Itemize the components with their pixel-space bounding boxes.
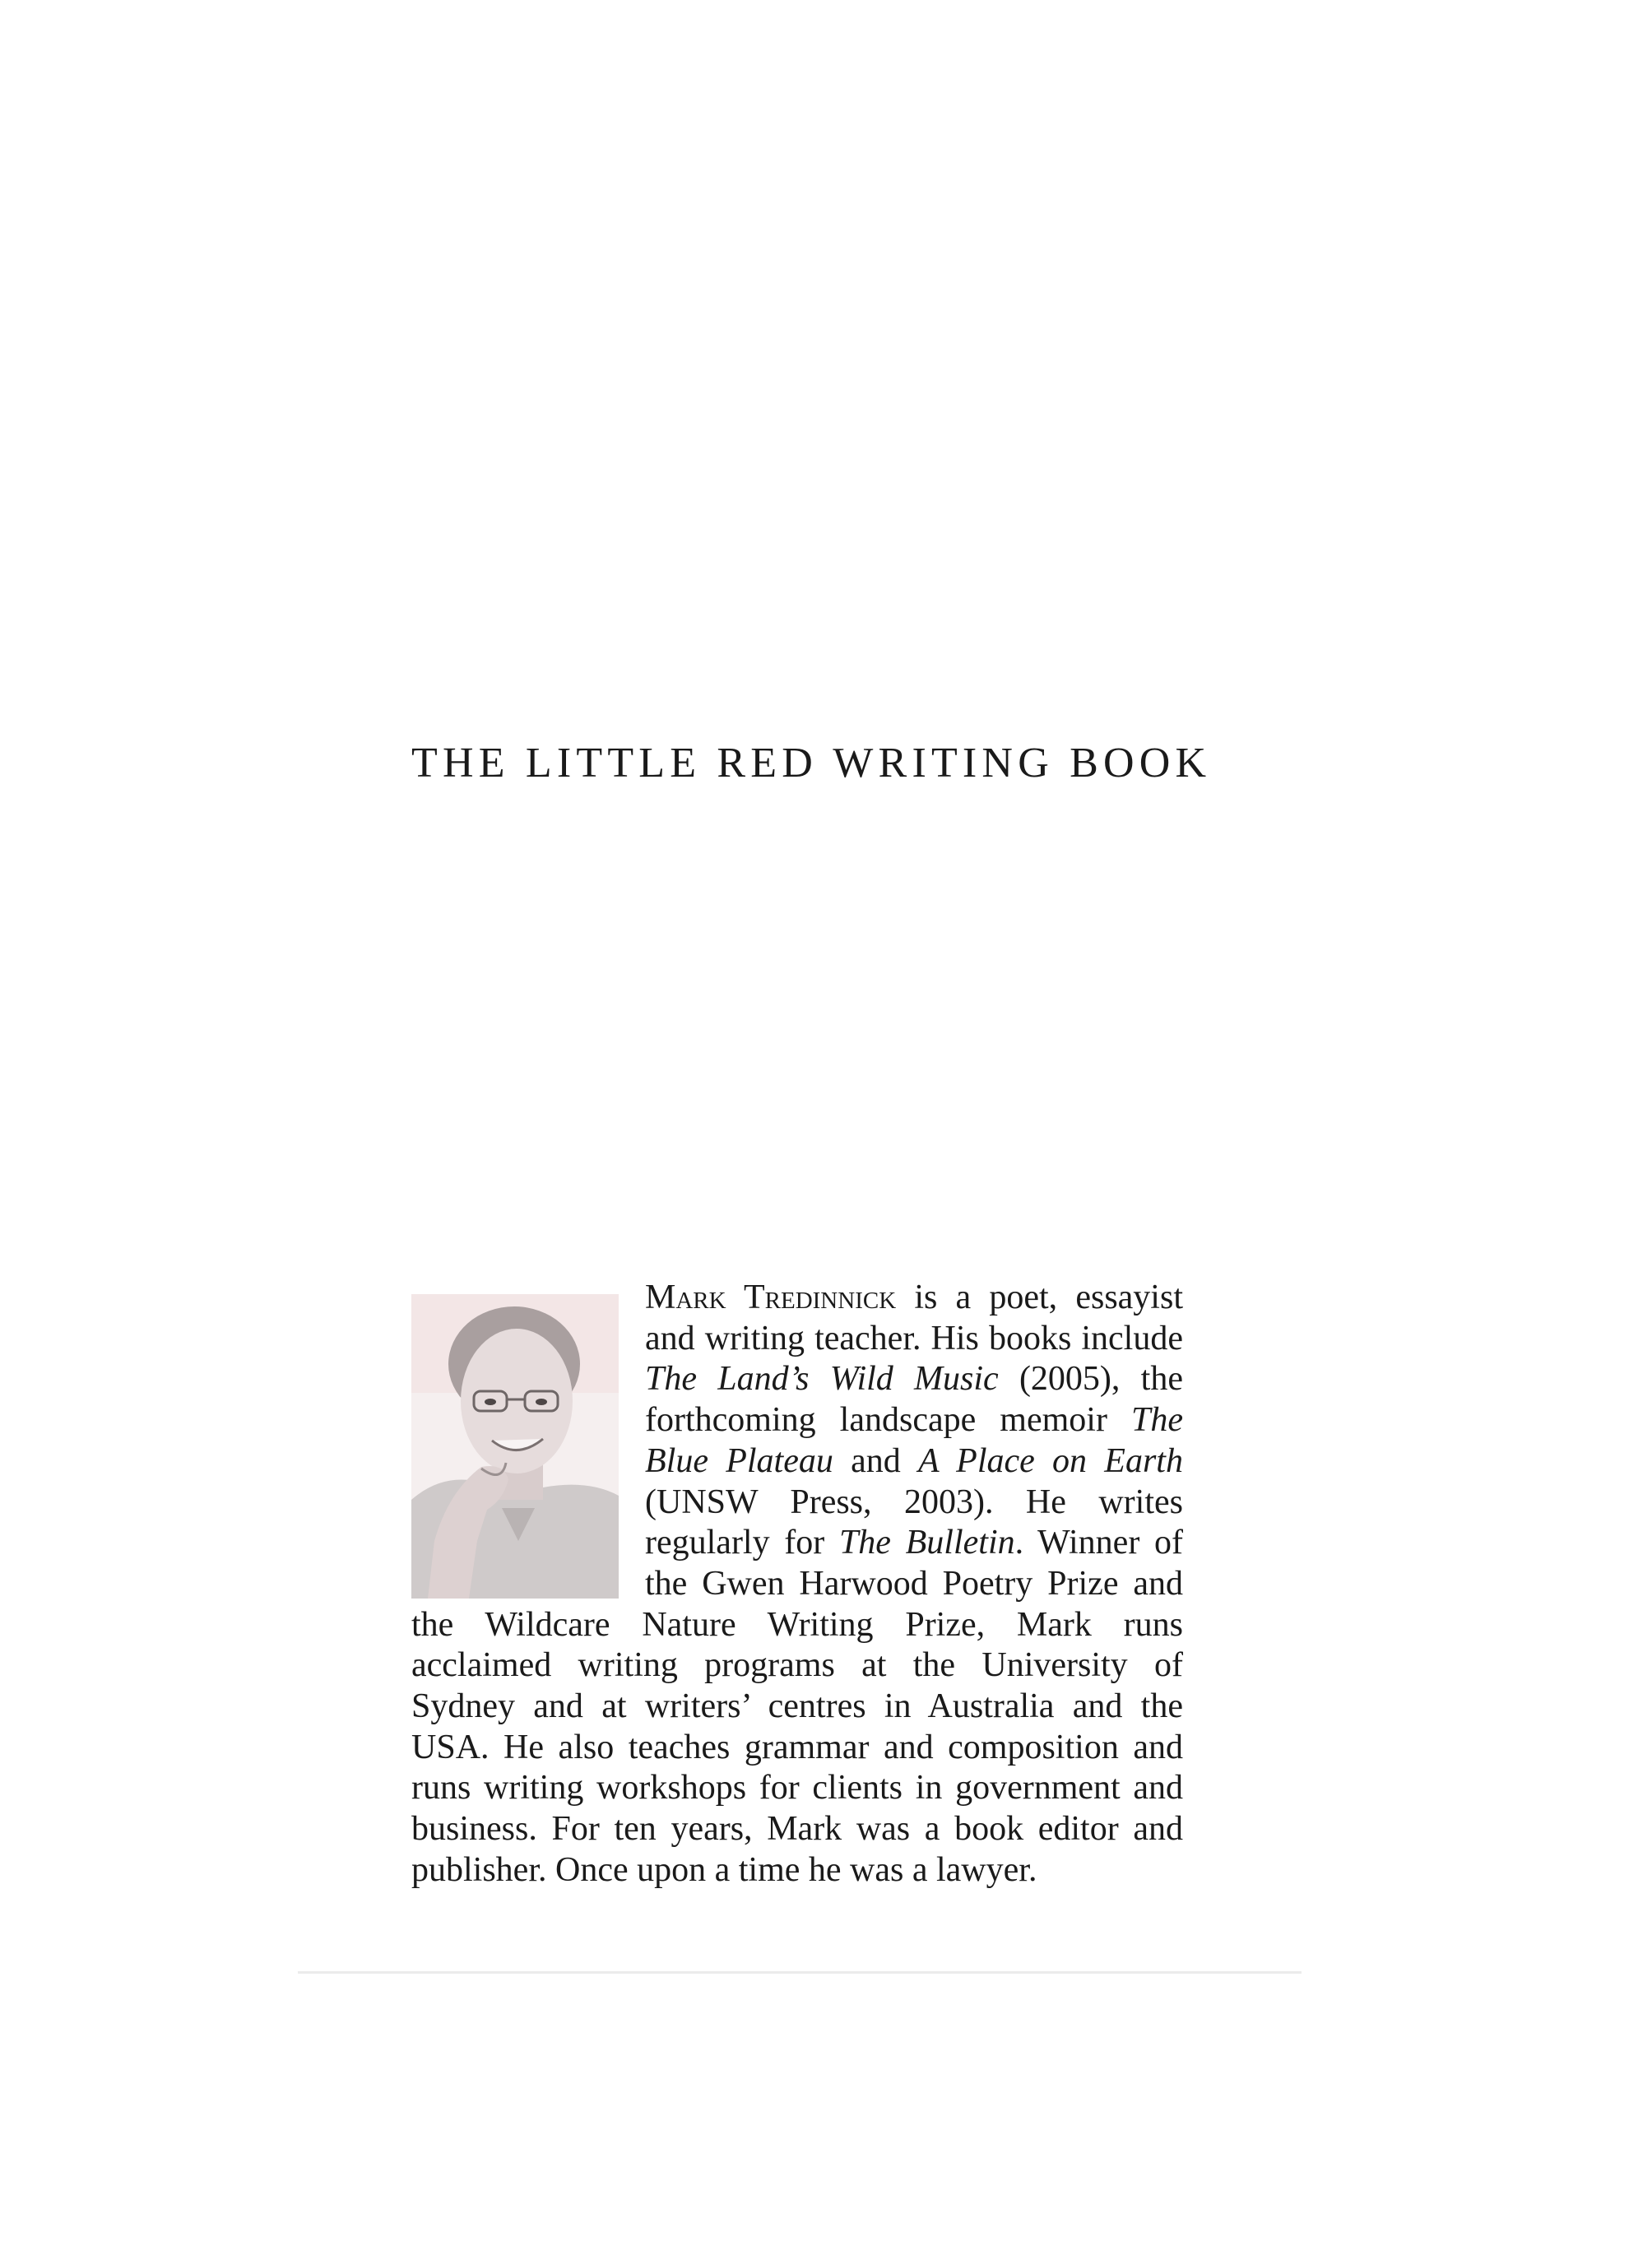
author-name: Mark Tredinnick	[645, 1278, 897, 1316]
bio-intro: is a poet, essayist and writing teacher. His books include	[645, 1278, 1183, 1357]
magazine-title: The Bulletin	[838, 1524, 1015, 1562]
bio-text-2: and	[833, 1441, 919, 1480]
book-title: THE LITTLE RED WRITING BOOK	[411, 740, 1212, 787]
author-photo	[411, 1294, 619, 1599]
bio-text-1: (2005), the forthcoming landscape memoir	[645, 1360, 1183, 1440]
bio-text-3: (UNSW Press, 2003). He writes regularly for	[645, 1483, 1183, 1562]
bio-text-rest: . Winner of the Gwen Harwood Poetry Prize and the Wildcare Nature Writing Prize, Mark runs acclaimed writing programs at the University of Sydney and at writers’ centres in Australia and the USA. He also teaches grammar and composition and runs writing workshops for clients in government and business. For ten years, Mark was a book editor and publisher. Once upon a time he was a lawyer.	[411, 1524, 1183, 1889]
book-title-lands-wild-music: The Land’s Wild Music	[645, 1360, 999, 1399]
author-bio	[411, 1278, 1183, 1891]
page-divider	[298, 1971, 1302, 1974]
book-title-blue-plateau: The Blue Plateau	[645, 1401, 1183, 1480]
book-title-place-on-earth: A Place on Earth	[918, 1441, 1183, 1480]
